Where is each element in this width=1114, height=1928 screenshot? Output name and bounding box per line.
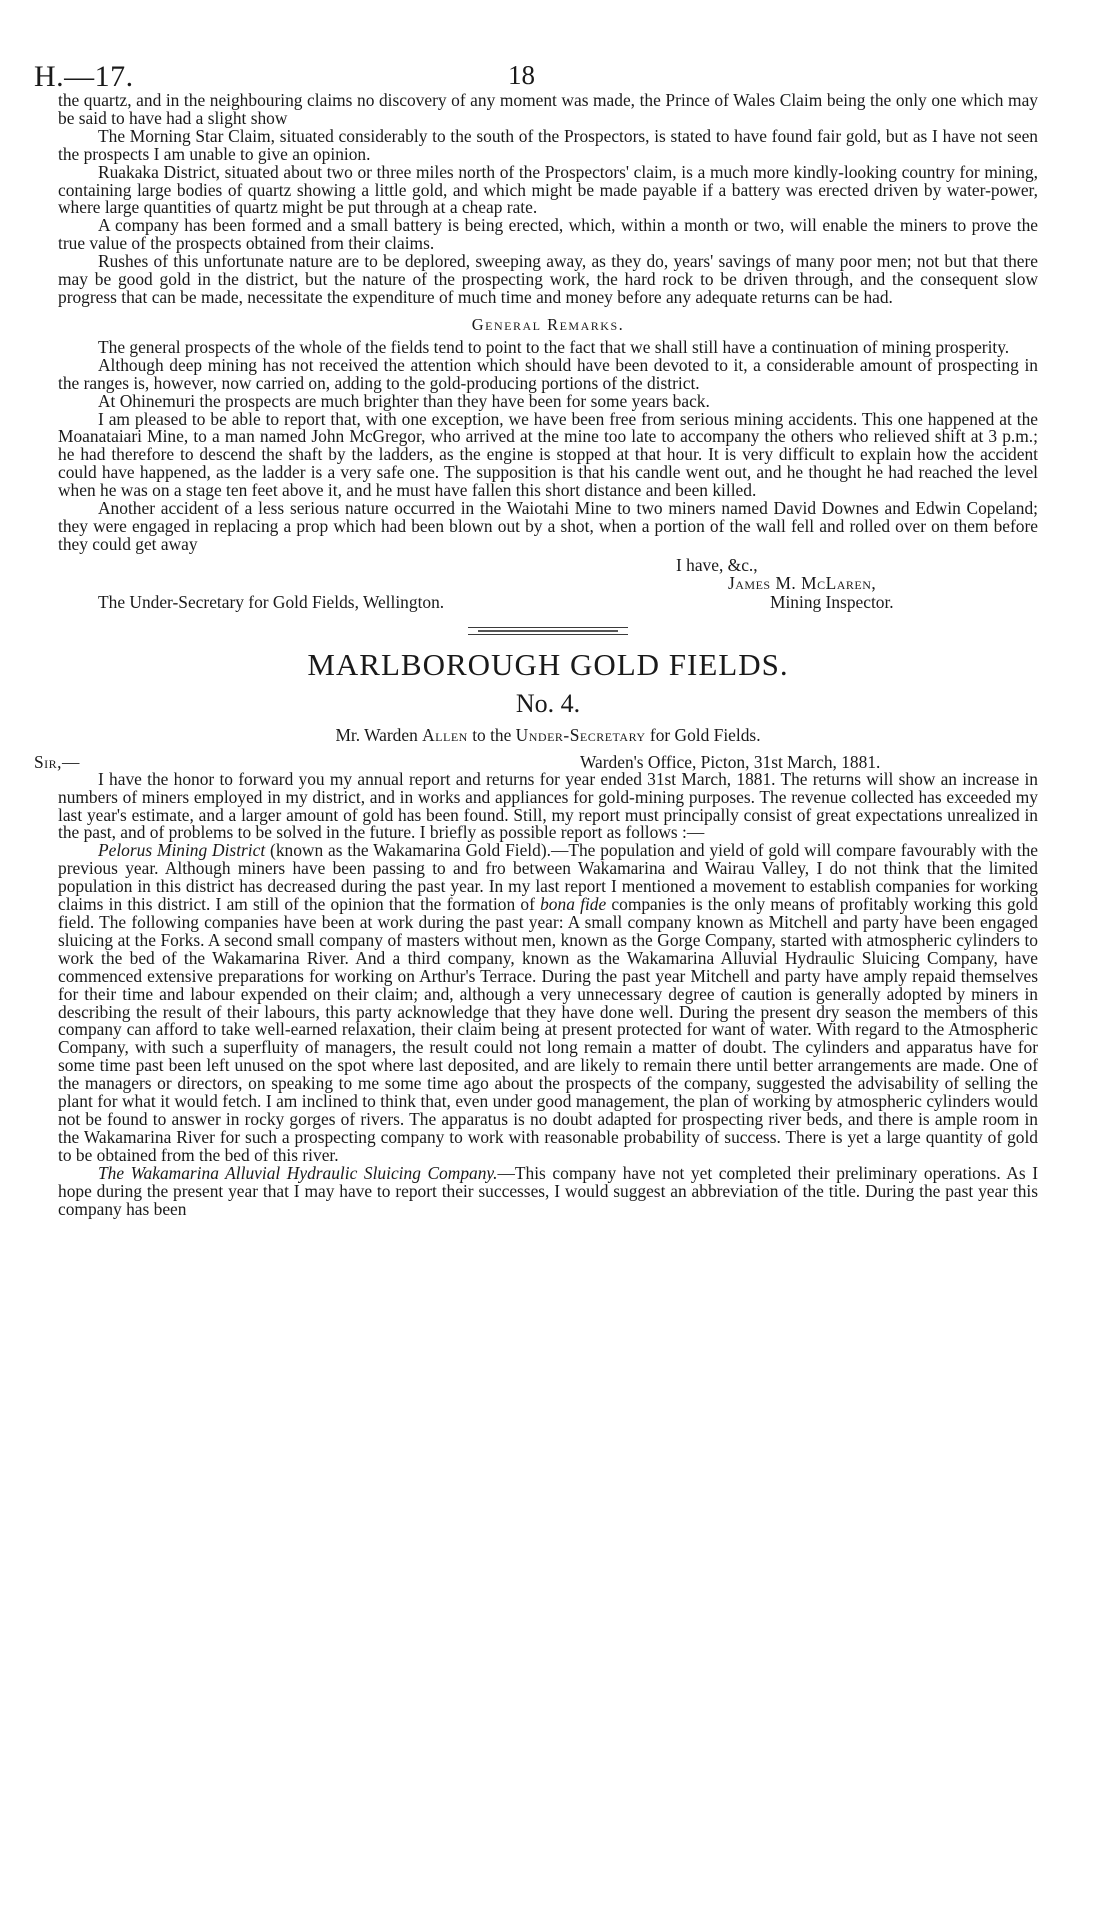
address-date: Warden's Office, Picton, 31st March, 1881. xyxy=(580,752,881,773)
report-number: No. 4. xyxy=(515,689,581,719)
closing-formula: I have, &c., xyxy=(676,554,758,575)
addressee-prefix: Mr. Warden xyxy=(335,725,423,746)
paragraph: the quartz, and in the neighbouring claims no discovery of any moment was made, the Prince of Wales Claim being the only one which may be said to have had a slight show xyxy=(58,90,1038,128)
document-code: H.—17. xyxy=(34,60,134,93)
company-text: —This company have not yet completed their preliminary operations. As I hope during the present year that I may have to report their successes, I would suggest an abbreviation of the title. During the past year this company has been xyxy=(58,1162,1038,1219)
continued-report xyxy=(58,92,1038,611)
signatory-name: James M. McLaren, xyxy=(728,573,877,594)
paragraph: Another accident of a less serious nature occurred in the Waiotahi Mine to two miners named David Downes and Edwin Copeland; they were engaged in replacing a prop which had been blown out by a shot, when a portion of the wall fell and rolled over on them before they could get away xyxy=(58,498,1038,554)
paragraph: At Ohinemuri the prospects are much brighter than they have been for some years back. xyxy=(98,390,710,411)
paragraph: Although deep mining has not received the attention which should have been devoted to it, a considerable amount of prospecting in the ranges is, however, now carried on, adding to the gold-producing portions of the district. xyxy=(58,354,1038,393)
company-paragraph xyxy=(58,1162,1038,1219)
letter-closing xyxy=(58,556,1038,612)
section-divider xyxy=(468,627,628,635)
signatory-title: Mining Inspector. xyxy=(770,591,894,612)
pelorus-paragraph xyxy=(58,842,1038,1164)
company-label: The Wakamarina Alluvial Hydraulic Sluicing Company. xyxy=(98,1162,498,1183)
pelorus-text-1: (known as the Wakamarina Gold Field).—The population and yield of gold will compare favourably with the previous year. Although miners have been passing to and fro between Wakamarina and Wairau Valley, I do not think that the limited population in this district has decreased during the past year. In my last report I mentioned a movement to establish companies for working claims in this district. I am still of the opinion that the formation of xyxy=(58,840,1038,915)
running-head xyxy=(34,52,1038,93)
addressee-suffix: for Gold Fields. xyxy=(645,725,761,746)
paragraph: The Morning Star Claim, situated considerably to the south of the Prospectors, is stated to have found fair gold, but as I have not seen the prospects I am unable to give an opinion. xyxy=(58,125,1038,164)
recipient-line: The Under-Secretary for Gold Fields, Wellington. xyxy=(98,591,445,612)
section-title: MARLBOROUGH GOLD FIELDS. xyxy=(307,647,789,683)
marlborough-section xyxy=(34,647,1038,1219)
page-number: 18 xyxy=(508,60,535,90)
pelorus-text-2: companies is the only means of profitably working this gold field. The following companies have been at work during the past year: A small company known as Mitchell and party have been engaged sluicing at the Forks. A second small company of masters without men, known as the Gorge Company, started with atmospheric cylinders to work the bed of the Wakamarina River. And a third company, known as the Wakamarina Alluvial Hydraulic Sluicing Company, have commenced extensive preparations for working on Arthur's Terrace. During the past year Mitchell and party have amply repaid themselves for their time and labour expended on their claim; and, although a very unnecessary degree of caution is generally adopted by miners in describing the result of their labours, this party acknowledge that they have done well. During the present dry season the members of this company can afford to take well-earned relaxation, their claim being at present protected for want of water. With regard to the Atmospheric Company, with such a superfluity of managers, the result could not long remain a matter of doubt. The cylinders and apparatus have for some time past been left unused on the spot where last deposited, and are likely to remain there until better arrangements are made. One of the managers or directors, on speaking to me some time ago about the prospects of the company, suggested the advisability of selling the plant for what it would fetch. I am inclined to think that, even under good management, the plan of working by atmospheric cylinders would not be found to answer in rocky gorges of rivers. The apparatus is no doubt adapted for prospecting river beds, and there is ample room in the Wakamarina River for such a prospecting company to work with reasonable probability of success. There is yet a large quantity of gold to be obtained from the bed of this river. xyxy=(58,894,1038,1165)
pelorus-label: Pelorus Mining District xyxy=(98,840,266,861)
paragraph: The general prospects of the whole of the fields tend to point to the fact that we shall still have a continuation of mining prosperity. xyxy=(98,336,1010,357)
addressee-line xyxy=(58,725,1038,746)
document-page xyxy=(34,52,1038,1219)
salutation-row xyxy=(34,752,1038,773)
paragraph: Rushes of this unfortunate nature are to be deplored, sweeping away, as they do, years' savings of many poor men; not but that there may be good gold in the district, but the nature of the prospecting work, the hard rock to be driven through, and the consequent slow progress that can be made, necessitate the expenditure of much time and money before any adequate returns can be had. xyxy=(58,251,1038,307)
paragraph: I am pleased to be able to report that, with one exception, we have been free from serious mining accidents. This one happened at the Moanataiari Mine, to a man named John McGregor, who arrived at the mine too late to accompany the others who relieved shift at 3 p.m.; he had therefore to descend the shaft by the ladders, as the engine is stopped at that hour. It is very difficult to explain how the accident could have happened, as the ladder is a very safe one. The supposition is that his candle went out, and he thought he had reached the level when he was on a stage ten feet above it, and he must have fallen this short distance and been killed. xyxy=(58,408,1038,501)
addressee-office: Under-Secretary xyxy=(515,725,646,746)
intro-paragraph: I have the honor to forward you my annual report and returns for year ended 31st March, 1881. The returns will show an increase in numbers of miners employed in my district, and in works and appliances for gold-mining purposes. The revenue collected has exceeded my last year's estimate, and a larger amount of gold has been found. Still, my report must principally consist of great expectations unrealized in the past, and of problems to be solved in the future. I briefly as possible report as follows :— xyxy=(58,768,1038,843)
salutation: Sir,— xyxy=(34,752,80,773)
addressee-mid: to the xyxy=(467,725,516,746)
paragraph: A company has been formed and a small battery is being erected, which, within a month or two, will enable the miners to prove the true value of the prospects obtained from their claims. xyxy=(58,215,1038,254)
bona-fide: bona fide xyxy=(540,894,607,915)
general-remarks-heading: General Remarks. xyxy=(471,314,625,334)
addressee-name: Allen xyxy=(422,725,468,746)
paragraph: Ruakaka District, situated about two or three miles north of the Prospectors' claim, is a much more kindly-looking country for mining, containing large bodies of quartz showing a little gold, and which might be made payable if a battery was erected driven by water-power, where large quantities of quartz might be put through at a cheap rate. xyxy=(58,161,1038,218)
